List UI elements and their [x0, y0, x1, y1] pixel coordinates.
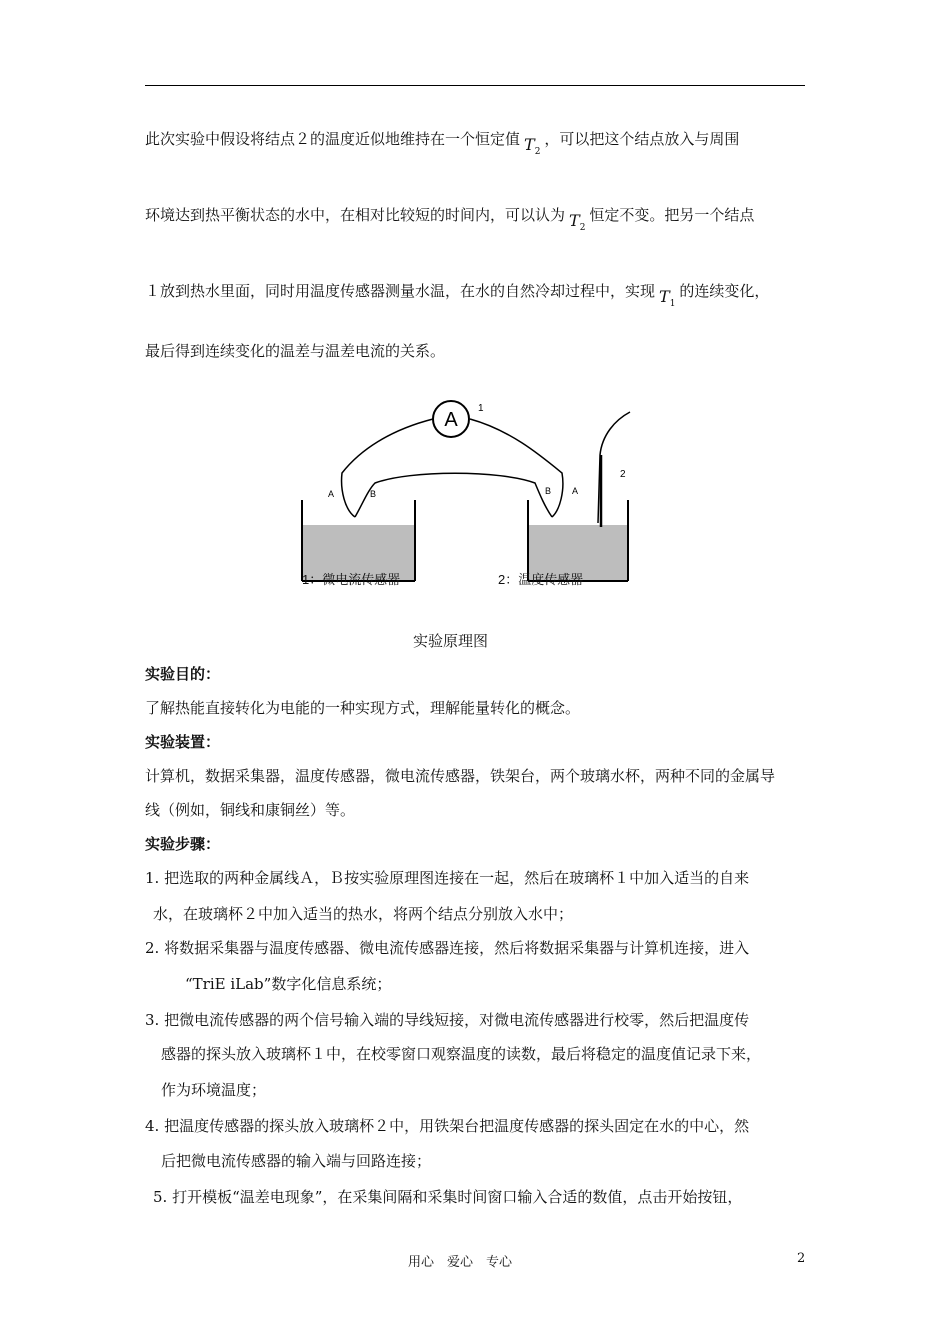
- intro-line-1: [145, 128, 740, 158]
- step-3-line-1: 3. 把微电流传感器的两个信号输入端的导线短接，对微电流传感器进行校零，然后把温度传: [145, 1011, 750, 1029]
- step-3-line-3: 作为环境温度；: [161, 1081, 267, 1099]
- intro-line-3-text-a: １放到热水里面，同时用温度传感器测量水温，在水的自然冷却过程中，实现: [145, 282, 656, 300]
- intro-line-2: [145, 204, 755, 234]
- right-junction-b: B: [545, 486, 552, 496]
- intro-line-4: 最后得到连续变化的温差与温差电流的关系。: [145, 342, 446, 360]
- t2-symbol-2: $T_2$: [569, 211, 586, 234]
- step-2-line-2: “TriE iLab”数字化信息系统；: [185, 975, 392, 993]
- ammeter-label: A: [444, 409, 458, 431]
- temperature-probe: [598, 412, 630, 523]
- experiment-diagram: [290, 395, 650, 595]
- intro-line-1-text-b: ，可以把这个结点放入与周围: [544, 130, 740, 148]
- intro-line-1-text-a: 此次实验中假设将结点２的温度近似地维持在一个恒定值: [145, 130, 521, 148]
- step-1-line-1: 1. 把选取的两种金属线Ａ，Ｂ按实验原理图连接在一起，然后在玻璃杯１中加入适当的自来: [145, 869, 750, 887]
- step-4-line-2: 后把微电流传感器的输入端与回路连接；: [161, 1152, 432, 1170]
- intro-line-3: [145, 280, 770, 310]
- left-junction-a: A: [328, 489, 335, 499]
- left-junction-b: B: [370, 489, 377, 499]
- apparatus-line-2: 线（例如，铜线和康铜丝）等。: [145, 801, 356, 819]
- steps-heading: 实验步骤：: [145, 835, 221, 853]
- intro-line-3-text-b: 的连续变化，: [679, 282, 770, 300]
- t1-symbol: $T_1$: [659, 287, 676, 310]
- step-5-line-1: 5. 打开模板“温差电现象”，在采集间隔和采集时间窗口输入合适的数值，点击开始按钮，: [153, 1188, 743, 1206]
- legend-micro-current: 1：微电流传感器: [302, 572, 401, 587]
- page-number: 2: [797, 1251, 806, 1266]
- right-junction-a: A: [572, 486, 579, 496]
- legend-temperature: 2：温度传感器: [498, 572, 584, 587]
- purpose-heading: 实验目的：: [145, 665, 221, 683]
- step-2-line-1: 2. 将数据采集器与温度传感器、微电流传感器连接，然后将数据采集器与计算机连接，进入: [145, 939, 750, 957]
- apparatus-line-1: 计算机，数据采集器，温度传感器，微电流传感器，铁架台，两个玻璃水杯，两种不同的金属导: [145, 767, 776, 785]
- step-1-line-2: 水，在玻璃杯２中加入适当的热水，将两个结点分别放入水中；: [153, 905, 574, 923]
- t2-symbol: $T_2$: [524, 135, 541, 158]
- apparatus-heading: 实验装置：: [145, 733, 221, 751]
- footer-motto: 用心 爱心 专心: [408, 1255, 513, 1270]
- label-2: 2: [620, 469, 626, 480]
- intro-line-2-text-b: 恒定不变。把另一个结点: [589, 206, 755, 224]
- intro-line-2-text-a: 环境达到热平衡状态的水中，在相对比较短的时间内，可以认为: [145, 206, 566, 224]
- step-3-line-2: 感器的探头放入玻璃杯１中，在校零窗口观察温度的读数，最后将稳定的温度值记录下来，: [161, 1045, 762, 1063]
- header-rule: [145, 85, 805, 86]
- label-1: 1: [478, 403, 484, 414]
- step-4-line-1: 4. 把温度传感器的探头放入玻璃杯２中，用铁架台把温度传感器的探头固定在水的中心，然: [145, 1117, 750, 1135]
- diagram-caption: 实验原理图: [413, 632, 489, 650]
- purpose-text: 了解热能直接转化为电能的一种实现方式，理解能量转化的概念。: [145, 699, 581, 717]
